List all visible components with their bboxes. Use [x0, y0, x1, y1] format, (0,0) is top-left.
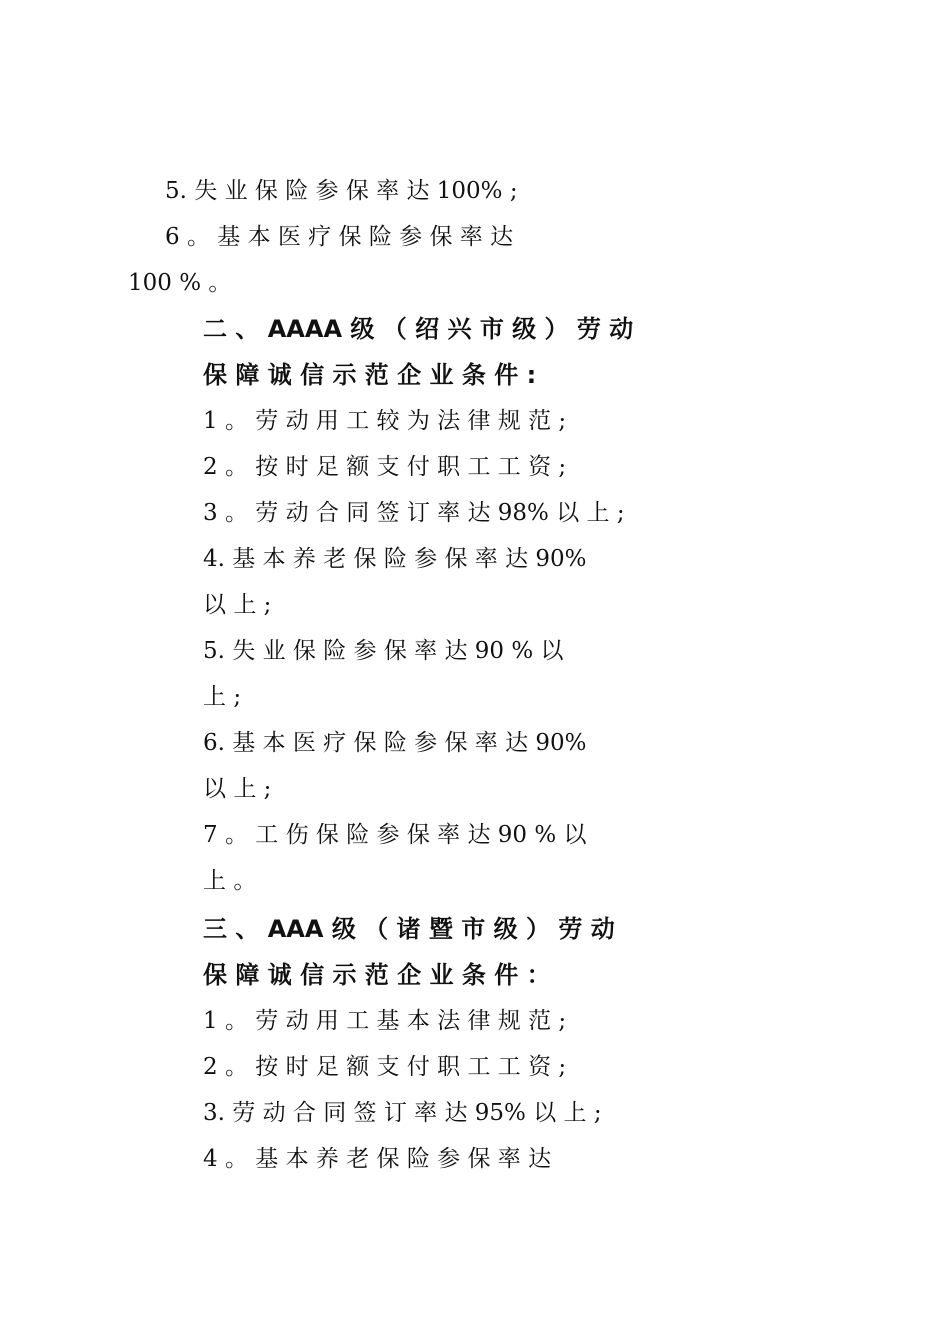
- list-item: [203, 728, 799, 758]
- text-token: 养: [292, 546, 316, 572]
- text-token: 参: [437, 1146, 461, 1172]
- section-heading-aaa: [203, 914, 793, 944]
- text-token: 参: [414, 546, 438, 572]
- text-token: 信: [300, 961, 325, 989]
- text-token: 保: [406, 822, 430, 848]
- text-token: 100: [128, 270, 172, 296]
- text-token: 老: [346, 1146, 370, 1172]
- section-heading-aaaa: [203, 314, 813, 344]
- text-token: 。: [224, 1008, 248, 1034]
- text-token: 保: [203, 961, 227, 989]
- text-token: 诚: [267, 361, 292, 389]
- text-token: 兴: [447, 315, 472, 343]
- text-token: 、: [235, 315, 260, 343]
- text-token: 险: [383, 730, 407, 756]
- text-token: 基: [217, 224, 241, 250]
- text-token: 保: [353, 730, 377, 756]
- text-token: 动: [590, 915, 615, 943]
- text-token: 率: [474, 546, 498, 572]
- text-token: 条: [461, 361, 486, 389]
- text-token: 达: [406, 178, 430, 204]
- text-token: ）: [544, 315, 569, 343]
- text-token: 法: [437, 408, 461, 434]
- text-token: 按: [255, 1054, 279, 1080]
- text-token: ;: [558, 454, 567, 480]
- text-token: 障: [235, 961, 260, 989]
- text-token: 动: [285, 1008, 309, 1034]
- text-token: 上: [233, 776, 257, 802]
- text-token: 支: [376, 1054, 400, 1080]
- text-token: ;: [616, 500, 625, 526]
- text-token: 参: [315, 178, 339, 204]
- text-token: 率: [376, 178, 400, 204]
- text-token: 率: [414, 638, 438, 664]
- text-token: 企: [397, 361, 422, 389]
- text-token: %: [534, 822, 557, 848]
- text-token: ;: [593, 1100, 602, 1126]
- text-token: 险: [383, 546, 407, 572]
- text-token: 率: [437, 500, 461, 526]
- text-token: 业: [262, 638, 286, 664]
- text-token: 较: [376, 408, 400, 434]
- text-token: 。: [186, 224, 210, 250]
- text-token: 疗: [308, 224, 332, 250]
- text-token: 险: [368, 224, 392, 250]
- text-token: 合: [315, 500, 339, 526]
- text-token: ;: [558, 1008, 567, 1034]
- text-token: 上: [203, 684, 226, 710]
- list-item-medical-insurance: [165, 222, 735, 252]
- text-token: 动: [262, 1100, 286, 1126]
- text-token: 足: [315, 1054, 339, 1080]
- text-token: 保: [467, 1146, 491, 1172]
- text-token: 职: [437, 454, 461, 480]
- text-token: 率: [474, 730, 498, 756]
- text-token: 诸: [396, 915, 421, 943]
- text-token: 保: [203, 361, 227, 389]
- text-token: 。: [224, 1054, 248, 1080]
- text-token: （: [382, 315, 407, 343]
- text-token: 信: [300, 361, 325, 389]
- text-token: 劳: [255, 500, 279, 526]
- text-token: 基: [376, 1008, 400, 1034]
- text-token: 市: [461, 915, 486, 943]
- text-token: 。: [208, 270, 232, 296]
- text-token: 上: [563, 1100, 587, 1126]
- text-token: 按: [255, 454, 279, 480]
- text-token: 本: [285, 1146, 309, 1172]
- text-token: 范: [364, 961, 389, 989]
- text-token: 达: [444, 1100, 468, 1126]
- text-token: 劳: [576, 315, 601, 343]
- text-token: 基: [255, 1146, 279, 1172]
- text-token: 动: [609, 315, 634, 343]
- text-token: 95%: [474, 1100, 526, 1126]
- text-token: 5.: [165, 178, 187, 204]
- text-token: 保: [429, 224, 453, 250]
- text-token: 率: [459, 224, 483, 250]
- text-token: 保: [254, 178, 278, 204]
- text-token: 保: [444, 730, 468, 756]
- text-token: 时: [285, 1054, 309, 1080]
- text-token: 三: [203, 915, 227, 943]
- text-token: :: [526, 361, 537, 389]
- text-token: 保: [353, 546, 377, 572]
- text-token: 。: [224, 822, 248, 848]
- text-token: 保: [345, 178, 369, 204]
- text-token: 范: [528, 1008, 552, 1034]
- text-token: 工: [255, 822, 279, 848]
- text-token: 90%: [535, 730, 587, 756]
- text-token: 。: [224, 500, 248, 526]
- text-token: 老: [323, 546, 347, 572]
- text-token: 1: [203, 408, 218, 434]
- text-token: ;: [263, 592, 272, 618]
- list-item: [203, 1006, 799, 1036]
- text-token: 基: [232, 546, 256, 572]
- list-item: [203, 498, 843, 528]
- text-token: 付: [406, 1054, 430, 1080]
- text-token: 级: [331, 915, 356, 943]
- text-token: 率: [437, 822, 461, 848]
- text-token: 以: [563, 822, 587, 848]
- text-token: 订: [383, 1100, 407, 1126]
- text-token: ;: [233, 684, 242, 710]
- text-token: 额: [346, 454, 370, 480]
- text-token: 障: [235, 361, 260, 389]
- text-token: 医: [277, 224, 301, 250]
- text-token: 7: [203, 822, 218, 848]
- text-token: 达: [528, 1146, 552, 1172]
- text-token: 。: [224, 1146, 248, 1172]
- text-token: 示: [332, 361, 357, 389]
- text-token: 件: [494, 961, 519, 989]
- text-token: 级: [512, 315, 537, 343]
- text-token: ）: [525, 915, 550, 943]
- text-token: 达: [467, 500, 491, 526]
- text-token: 律: [467, 408, 491, 434]
- text-token: 动: [285, 500, 309, 526]
- text-token: ;: [509, 178, 518, 204]
- text-token: 上: [233, 592, 257, 618]
- text-token: 6: [165, 224, 180, 250]
- text-token: 规: [497, 408, 521, 434]
- text-token: 法: [437, 1008, 461, 1034]
- text-token: 2: [203, 454, 218, 480]
- text-token: 养: [315, 1146, 339, 1172]
- text-token: 保: [383, 638, 407, 664]
- text-token: 保: [338, 224, 362, 250]
- text-token: 资: [528, 454, 552, 480]
- text-token: 工: [467, 454, 491, 480]
- text-token: 企: [397, 961, 422, 989]
- text-token: 5.: [203, 638, 225, 664]
- list-item: [203, 1098, 823, 1128]
- text-token: 。: [224, 454, 248, 480]
- text-token: 4: [203, 1146, 218, 1172]
- text-token: 保: [292, 638, 316, 664]
- text-token: 为: [406, 408, 430, 434]
- text-token: 业: [429, 961, 454, 989]
- text-token: 诚: [267, 961, 292, 989]
- text-token: 支: [376, 454, 400, 480]
- text-token: 险: [323, 638, 347, 664]
- text-token: 市: [479, 315, 504, 343]
- text-token: 资: [528, 1054, 552, 1080]
- text-token: 达: [490, 224, 514, 250]
- text-token: 保: [376, 1146, 400, 1172]
- text-token: 达: [444, 638, 468, 664]
- text-token: 工: [497, 454, 521, 480]
- text-token: 规: [497, 1008, 521, 1034]
- text-token: 失: [194, 178, 218, 204]
- text-token: 90: [497, 822, 528, 848]
- text-token: 100%: [436, 178, 503, 204]
- text-token: 劳: [558, 915, 583, 943]
- text-token: 本: [262, 730, 286, 756]
- text-token: 率: [497, 1146, 521, 1172]
- list-item: [203, 544, 799, 574]
- list-item: [203, 820, 809, 850]
- list-item: [203, 1144, 763, 1174]
- list-item-medical-insurance-continued: [128, 268, 248, 298]
- list-item-continued: [203, 866, 273, 896]
- text-token: 本: [406, 1008, 430, 1034]
- text-token: 保: [444, 546, 468, 572]
- text-token: 合: [292, 1100, 316, 1126]
- text-token: 4.: [203, 546, 225, 572]
- text-token: 足: [315, 454, 339, 480]
- text-token: 本: [247, 224, 271, 250]
- list-item: [203, 1052, 799, 1082]
- text-token: 同: [323, 1100, 347, 1126]
- text-token: 上: [586, 500, 610, 526]
- text-token: 职: [437, 1054, 461, 1080]
- text-token: 件: [494, 361, 519, 389]
- text-token: 签: [376, 500, 400, 526]
- list-item: [203, 636, 783, 666]
- text-token: 签: [353, 1100, 377, 1126]
- text-token: 时: [285, 454, 309, 480]
- text-token: 率: [414, 1100, 438, 1126]
- text-token: 劳: [255, 408, 279, 434]
- text-token: 订: [406, 500, 430, 526]
- text-token: 1: [203, 1008, 218, 1034]
- text-token: 二: [203, 315, 227, 343]
- text-token: 疗: [323, 730, 347, 756]
- text-token: 付: [406, 454, 430, 480]
- text-token: 参: [414, 730, 438, 756]
- text-token: ：: [526, 961, 551, 989]
- text-token: 90: [474, 638, 505, 664]
- text-token: 达: [505, 730, 529, 756]
- text-token: 用: [315, 1008, 339, 1034]
- text-token: 范: [364, 361, 389, 389]
- text-token: 上: [203, 868, 226, 894]
- text-token: 绍: [415, 315, 440, 343]
- text-token: 参: [376, 822, 400, 848]
- text-token: 工: [346, 408, 370, 434]
- text-token: 劳: [232, 1100, 256, 1126]
- text-token: 以: [533, 1100, 557, 1126]
- text-token: 暨: [428, 915, 453, 943]
- text-token: AAA: [267, 915, 324, 943]
- text-token: ;: [263, 776, 272, 802]
- list-item: [203, 406, 799, 436]
- text-token: 以: [203, 776, 226, 802]
- text-token: ;: [558, 1054, 567, 1080]
- text-token: 达: [505, 546, 529, 572]
- text-token: 工: [346, 1008, 370, 1034]
- text-token: ;: [558, 408, 567, 434]
- text-token: 工: [497, 1054, 521, 1080]
- text-token: 、: [235, 915, 260, 943]
- text-token: 业: [224, 178, 248, 204]
- text-token: 险: [406, 1146, 430, 1172]
- text-token: （: [364, 915, 389, 943]
- text-token: AAAA: [267, 315, 343, 343]
- text-token: 6.: [203, 730, 225, 756]
- text-token: 劳: [255, 1008, 279, 1034]
- list-item-continued: [203, 682, 273, 712]
- text-token: 险: [346, 822, 370, 848]
- text-token: 以: [540, 638, 564, 664]
- text-token: 额: [346, 1054, 370, 1080]
- text-token: 本: [262, 546, 286, 572]
- text-token: 级: [493, 915, 518, 943]
- list-item-continued: [203, 774, 323, 804]
- text-token: 律: [467, 1008, 491, 1034]
- text-token: 同: [346, 500, 370, 526]
- text-token: 保: [315, 822, 339, 848]
- text-token: 范: [528, 408, 552, 434]
- list-item: [203, 452, 799, 482]
- text-token: 参: [353, 638, 377, 664]
- text-token: 参: [399, 224, 423, 250]
- text-token: 90%: [535, 546, 587, 572]
- list-item-unemployment-insurance-100: [165, 176, 695, 206]
- text-token: 工: [467, 1054, 491, 1080]
- text-token: 。: [224, 408, 248, 434]
- text-token: 用: [315, 408, 339, 434]
- text-token: 业: [429, 361, 454, 389]
- text-token: 基: [232, 730, 256, 756]
- text-token: 。: [233, 868, 257, 894]
- text-token: 以: [556, 500, 580, 526]
- text-token: 示: [332, 961, 357, 989]
- text-token: 医: [292, 730, 316, 756]
- text-token: 3.: [203, 1100, 225, 1126]
- text-token: %: [511, 638, 534, 664]
- text-token: %: [179, 270, 202, 296]
- text-token: 险: [285, 178, 309, 204]
- section-heading-aaaa-continued: [203, 360, 721, 390]
- text-token: 以: [203, 592, 226, 618]
- text-token: 级: [350, 315, 375, 343]
- text-token: 98%: [497, 500, 549, 526]
- list-item-continued: [203, 590, 323, 620]
- text-token: 条: [461, 961, 486, 989]
- section-heading-aaa-continued: [203, 960, 741, 990]
- text-token: 失: [232, 638, 256, 664]
- text-token: 达: [467, 822, 491, 848]
- text-token: 2: [203, 1054, 218, 1080]
- text-token: 3: [203, 500, 218, 526]
- text-token: 动: [285, 408, 309, 434]
- text-token: 伤: [285, 822, 309, 848]
